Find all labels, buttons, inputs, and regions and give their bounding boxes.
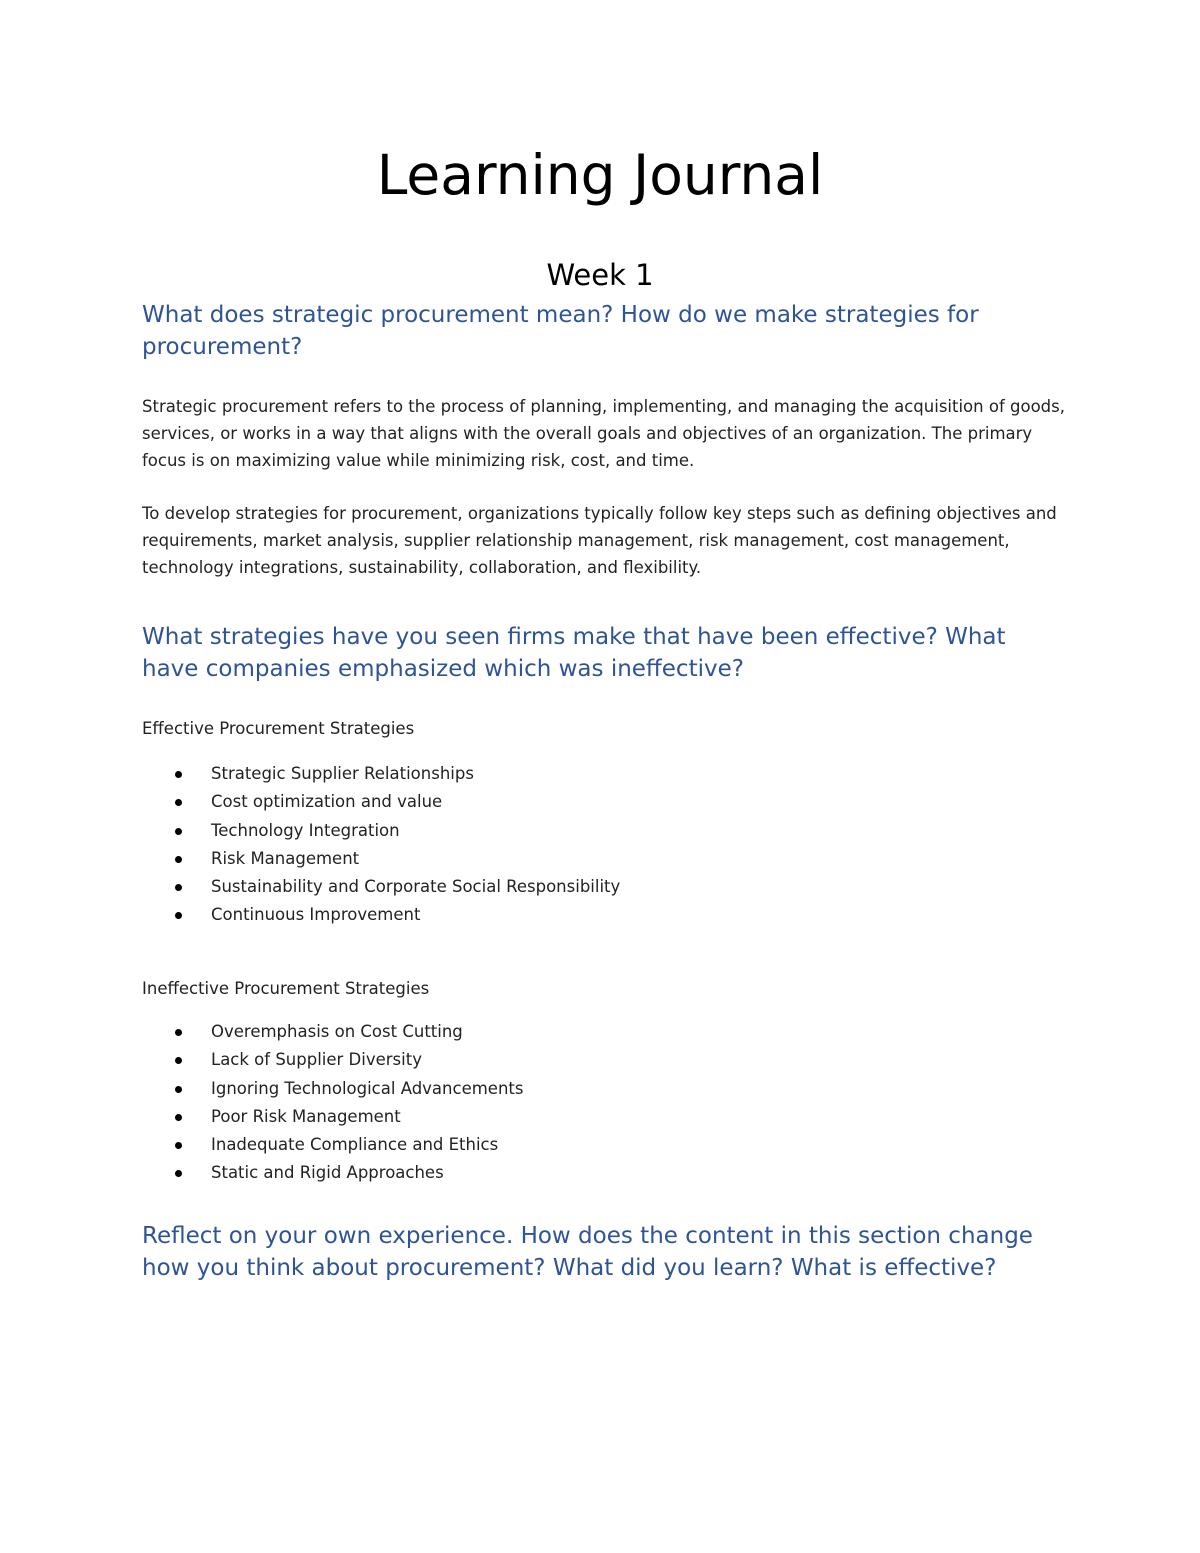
list-item [142, 788, 842, 816]
bullet-icon [175, 799, 182, 806]
list-item [142, 1131, 842, 1159]
list-item-text: Sustainability and Corporate Social Responsibility [211, 877, 621, 897]
list-item [142, 1075, 842, 1103]
bullet-icon [175, 884, 182, 891]
list-item [142, 1159, 842, 1187]
list-item-text: Inadequate Compliance and Ethics [211, 1135, 499, 1155]
list-item [142, 760, 842, 788]
list-item-text: Ignoring Technological Advancements [211, 1078, 524, 1098]
effective-strategies-list [142, 760, 842, 930]
section1-heading: What does strategic procurement mean? How do we make strategies for procurement? [142, 302, 979, 360]
bullet-icon [175, 1057, 182, 1064]
list-item-text: Continuous Improvement [211, 905, 421, 925]
list-item-text: Cost optimization and value [211, 792, 443, 812]
bullet-icon [175, 912, 182, 919]
bullet-icon [175, 1029, 182, 1036]
list-item [142, 817, 842, 845]
section1-paragraph-1: Strategic procurement refers to the process of planning, implementing, and managing the acquisition of goods, services, or works in a way that aligns with the overall goals and objectives of an organization. The primary focus is on maximizing value while minimizing risk, cost, and time. [142, 397, 1065, 470]
bullet-icon [175, 771, 182, 778]
list-item-text: Poor Risk Management [211, 1106, 401, 1126]
bullet-icon [175, 828, 182, 835]
list-item [142, 1103, 842, 1131]
list-item-text: Overemphasis on Cost Cutting [211, 1022, 463, 1041]
section1-paragraph-2: To develop strategies for procurement, organizations typically follow key steps such as defining objectives and requirements, market analysis, supplier relationship management, risk management, cost management, technology integrations, sustainability, collaboration, and flexibility. [142, 504, 1057, 577]
bullet-icon [175, 1142, 182, 1149]
bullet-icon [175, 1114, 182, 1121]
document-title: Learning Journal [376, 143, 824, 207]
list-item-text: Risk Management [211, 848, 360, 868]
section3-heading: Reflect on your own experience. How does the content in this section change how you think about procurement? What did you learn? What is effective? [142, 1223, 1033, 1281]
list-item-text: Technology Integration [211, 820, 400, 840]
list-item [142, 845, 842, 873]
list-item [142, 873, 842, 901]
list-item-text: Strategic Supplier Relationships [211, 764, 474, 783]
list-item-text: Static and Rigid Approaches [211, 1163, 444, 1183]
bullet-icon [175, 856, 182, 863]
bullet-icon [175, 1170, 182, 1177]
effective-strategies-label: Effective Procurement Strategies [142, 719, 415, 738]
week-label: Week 1 [546, 258, 654, 292]
list-item [142, 901, 842, 929]
ineffective-strategies-list [142, 1018, 842, 1188]
list-item [142, 1018, 842, 1046]
list-item [142, 1046, 842, 1074]
ineffective-strategies-label: Ineffective Procurement Strategies [142, 979, 430, 998]
list-item-text: Lack of Supplier Diversity [211, 1050, 422, 1070]
section2-heading: What strategies have you seen firms make that have been effective? What have companies emphasized which was ineffective? [142, 624, 1006, 682]
bullet-icon [175, 1086, 182, 1093]
